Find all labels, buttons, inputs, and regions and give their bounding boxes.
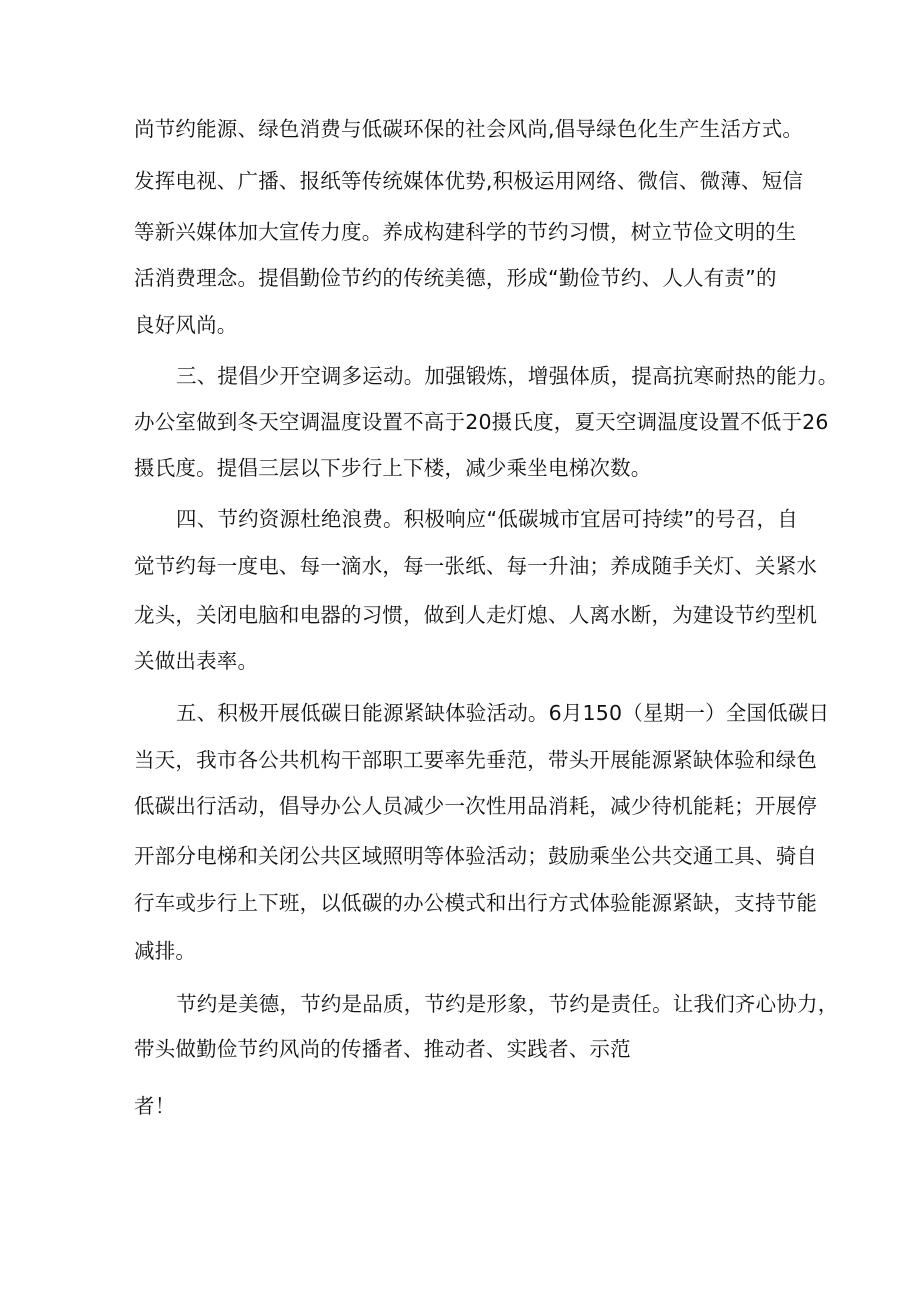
text-line-14: 当天，我市各公共机构干部职工要率先垂范，带头开展能源紧缺体验和绿色 (134, 748, 818, 772)
text-line-10: 觉节约每一度电、每一滴水，每一张纸、每一升油；养成随手关灯、关紧水 (134, 554, 818, 578)
text-line-21: 者！ (134, 1094, 176, 1118)
text-line-15: 低碳出行活动，倡导办公人员减少一次性用品消耗，减少待机能耗；开展停 (134, 794, 818, 818)
text-line-18: 减排。 (134, 939, 197, 963)
text-line-16: 开部分电梯和关闭公共区域照明等体验活动；鼓励乘坐公共交通工具、骑自 (134, 844, 818, 868)
closing-paragraph-first-line: 节约是美德，节约是品质，节约是形象，节约是责任。让我们齐心协力， (176, 992, 839, 1016)
text-line-7: 办公室做到冬天空调温度设置不高于20摄氏度，夏天空调温度设置不低于26 (134, 410, 829, 434)
text-line-4: 活消费理念。提倡勤俭节约的传统美德，形成“勤俭节约、人人有责”的 (134, 266, 777, 290)
text-line-5: 良好风尚。 (134, 313, 238, 337)
text-line-12: 关做出表率。 (134, 649, 259, 673)
text-line-2: 发挥电视、广播、报纸等传统媒体优势,积极运用网络、微信、微薄、短信 (134, 169, 804, 193)
paragraph-5-first-line: 五、积极开展低碳日能源紧缺体验活动。6月150（星期一）全国低碳日 (176, 701, 830, 725)
paragraph-3-first-line: 三、提倡少开空调多运动。加强锻炼，增强体质，提高抗寒耐热的能力。 (176, 364, 839, 388)
text-line-1: 尚节约能源、绿色消费与低碳环保的社会风尚,倡导绿色化生产生活方式。 (134, 117, 804, 141)
paragraph-4-first-line: 四、节约资源杜绝浪费。积极响应“低碳城市宜居可持续”的号召，自 (176, 507, 798, 531)
text-line-8: 摄氏度。提倡三层以下步行上下楼，减少乘坐电梯次数。 (134, 456, 652, 480)
text-line-20: 带头做勤俭节约风尚的传播者、推动者、实践者、示范 (134, 1037, 631, 1061)
text-line-11: 龙头，关闭电脑和电器的习惯，做到人走灯熄、人离水断，为建设节约型机 (134, 603, 818, 627)
text-line-3: 等新兴媒体加大宣传力度。养成构建科学的节约习惯，树立节俭文明的生 (134, 220, 797, 244)
text-line-17: 行车或步行上下班，以低碳的办公模式和出行方式体验能源紧缺，支持节能 (134, 891, 818, 915)
